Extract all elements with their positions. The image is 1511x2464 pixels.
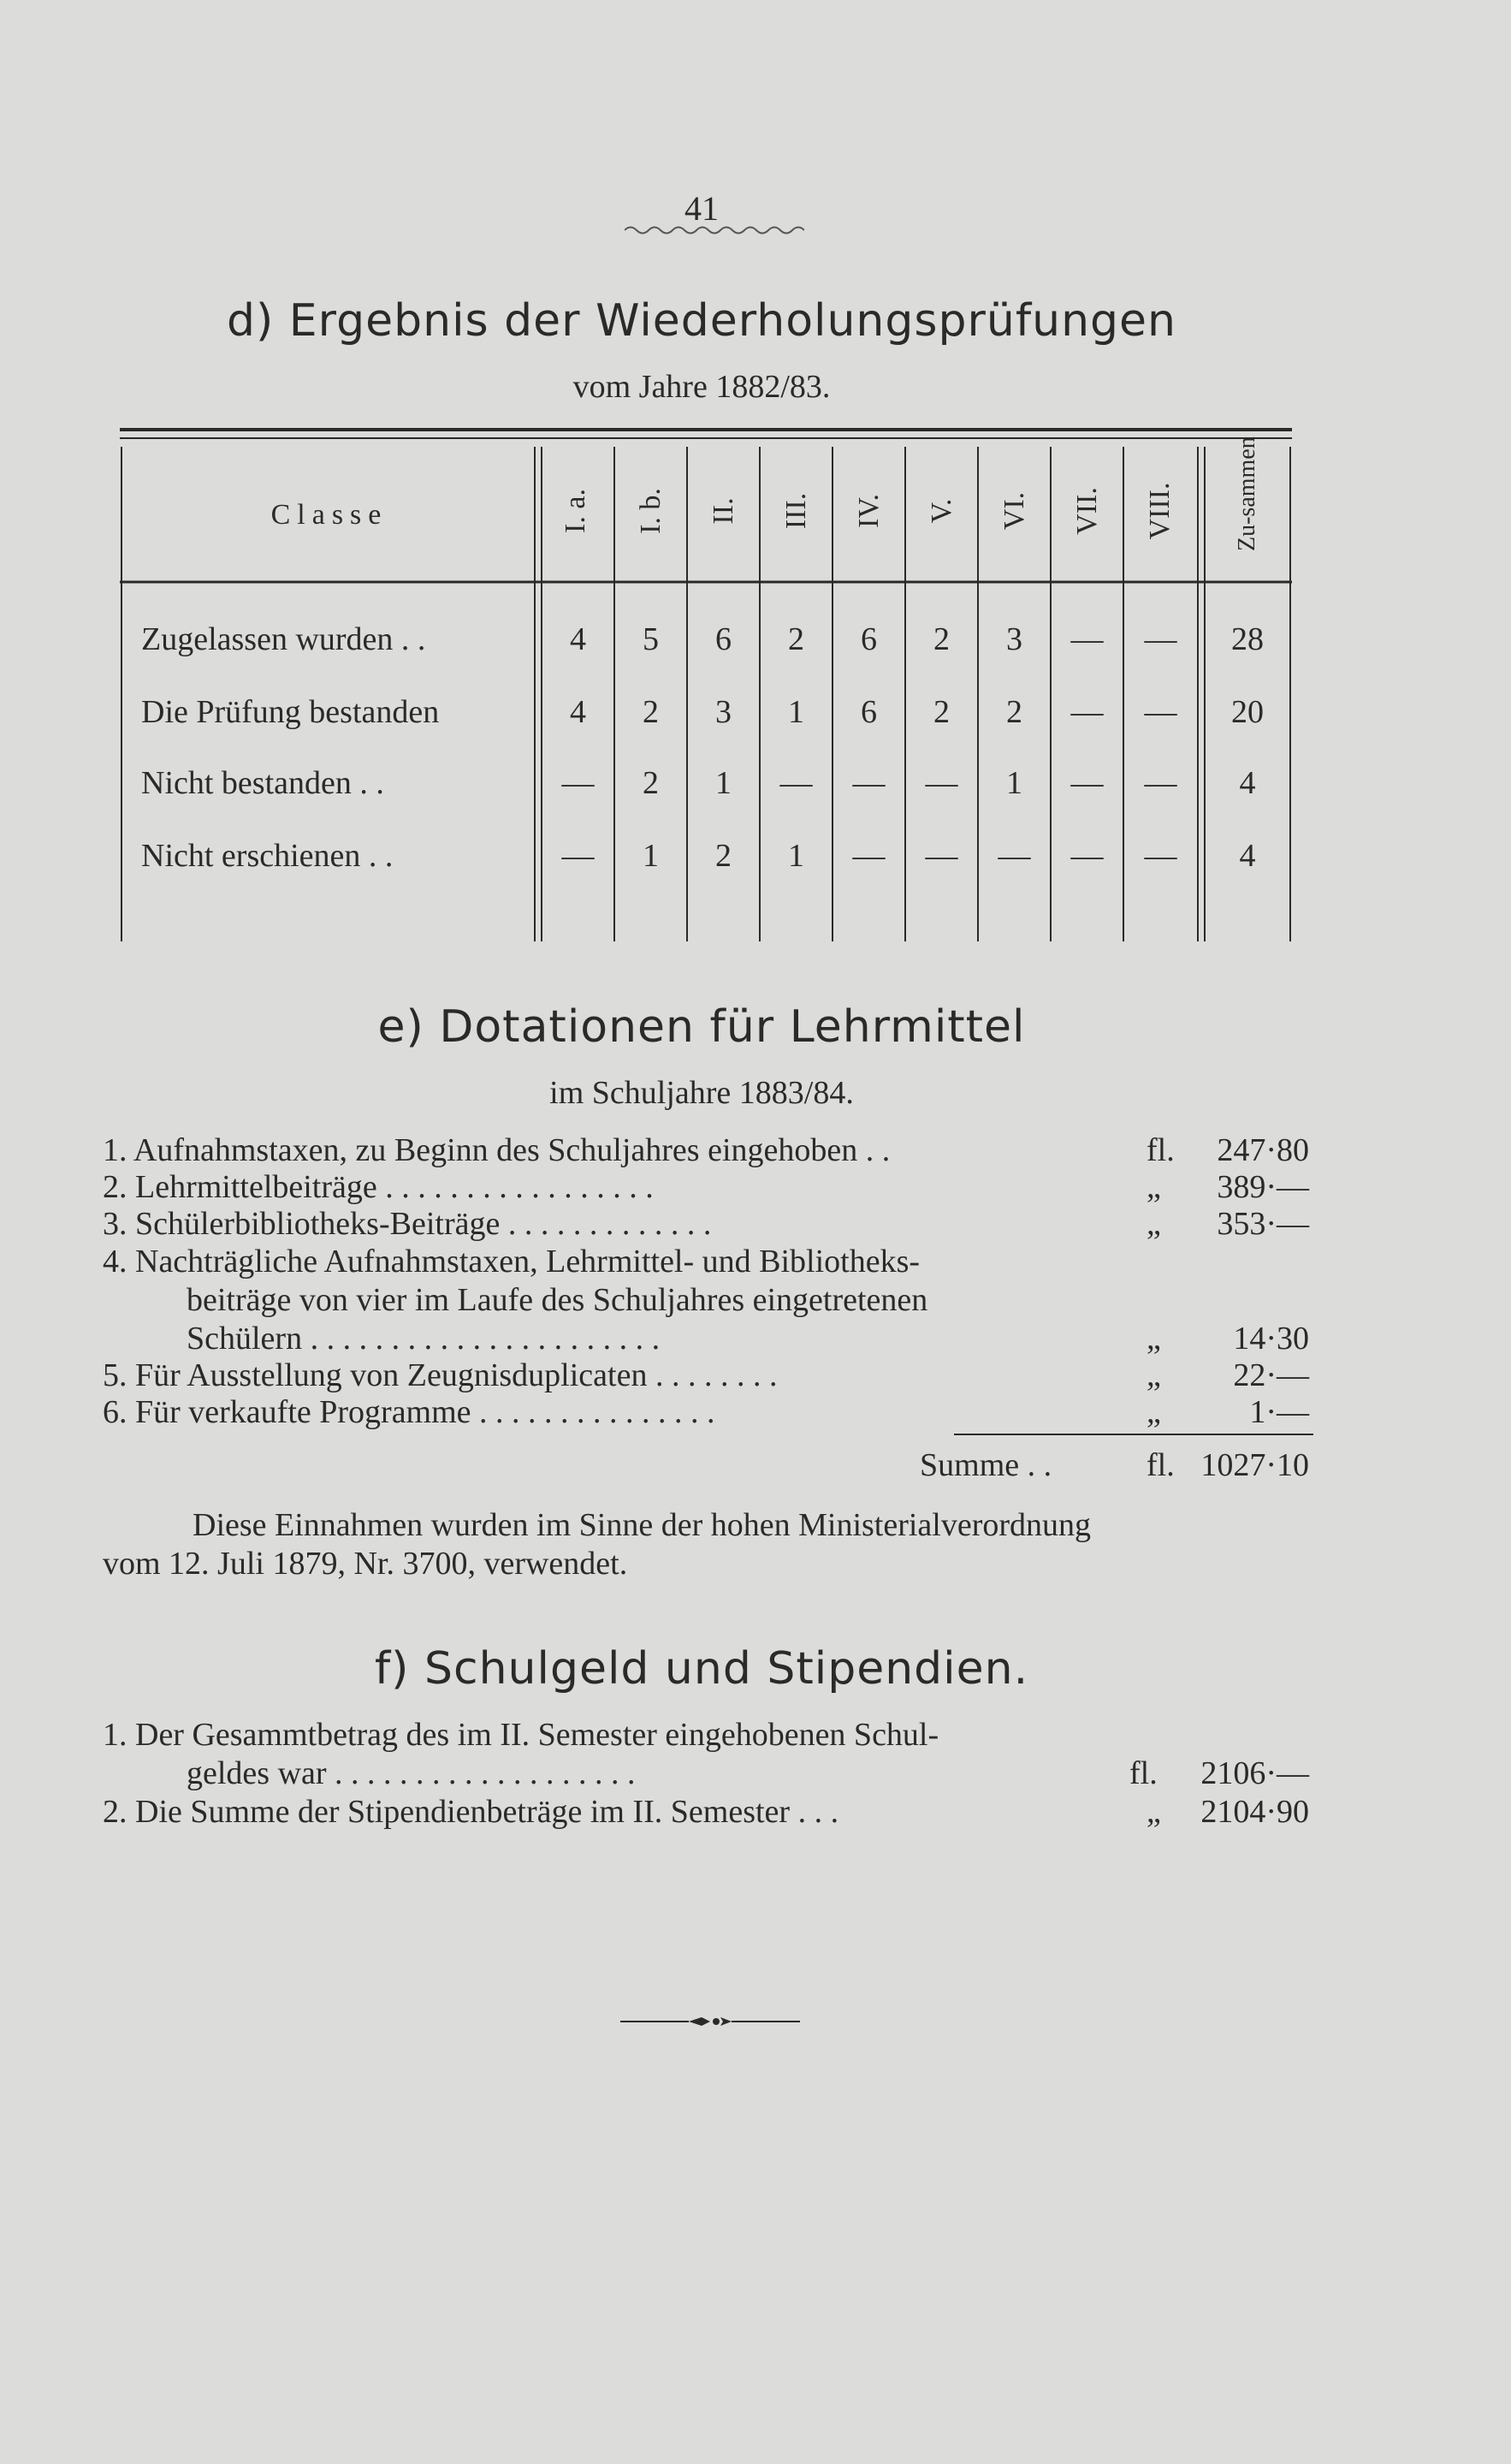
list-item: 1. Der Gesammtbetrag des im II. Semester eingehobenen Schul-: [103, 1717, 939, 1753]
col-header-viii: VIII.: [1144, 482, 1176, 540]
table-cell: 4: [570, 694, 586, 730]
table-cell-total: 28: [1231, 621, 1264, 657]
table-cell: —: [1144, 694, 1177, 730]
list-item-amount: 22·—: [1233, 1357, 1309, 1393]
total-unit: fl.: [1147, 1447, 1175, 1483]
corner-label: Classe: [270, 499, 388, 531]
col-header-vi: VI.: [998, 491, 1030, 531]
table-cell-total: 4: [1239, 765, 1256, 801]
note-line: vom 12. Juli 1879, Nr. 3700, verwendet.: [103, 1546, 628, 1582]
list-item: beiträge von vier im Laufe des Schuljahres eingetretenen: [187, 1282, 928, 1318]
list-item-amount: 14·30: [1233, 1321, 1309, 1357]
list-item-amount: 2106·—: [1200, 1755, 1309, 1791]
section-f-title: f) Schulgeld und Stipendien.: [374, 1643, 1029, 1695]
note-line: Diese Einnahmen wurden im Sinne der hohen Ministerialverordnung: [193, 1507, 1092, 1543]
list-item-unit: fl.: [1147, 1132, 1175, 1168]
table-cell: 1: [1006, 765, 1022, 801]
list-item-amount: 1·—: [1249, 1394, 1309, 1430]
table-cell: —: [1144, 621, 1177, 657]
list-item: 2. Die Summe der Stipendienbeträge im II. Semester . . .: [103, 1794, 839, 1830]
table-cell: —: [925, 765, 958, 801]
list-item-unit: „: [1147, 1394, 1161, 1430]
table-cell: 2: [715, 838, 732, 874]
list-item: 6. Für verkaufte Programme . . . . . . . . . . . . . . .: [103, 1394, 715, 1430]
row-label: Nicht bestanden . .: [141, 765, 384, 801]
list-item-unit: „: [1147, 1357, 1161, 1393]
table-cell: 2: [933, 694, 950, 730]
col-header-total: Zu-sammen: [1234, 436, 1260, 551]
closing-ornament-icon: [620, 2016, 800, 2028]
list-item: Schülern . . . . . . . . . . . . . . . . . . . . . .: [187, 1321, 661, 1357]
list-item-amount: 247·80: [1217, 1132, 1309, 1168]
list-item-amount: 389·—: [1217, 1169, 1309, 1205]
section-d-subtitle: vom Jahre 1882/83.: [572, 369, 831, 405]
table-cell: 1: [788, 694, 804, 730]
table-cell: 6: [715, 621, 732, 657]
col-header-vii: VII.: [1071, 487, 1103, 535]
table-cell: 1: [788, 838, 804, 874]
row-label: Zugelassen wurden . .: [141, 621, 426, 657]
list-item-amount: 2104·90: [1200, 1794, 1309, 1830]
row-label: Die Prüfung bestanden: [141, 694, 440, 730]
total-amount: 1027·10: [1200, 1447, 1309, 1483]
table-cell-total: 20: [1231, 694, 1264, 730]
table-cell: —: [852, 838, 886, 874]
table-cell: —: [1070, 694, 1104, 730]
list-item-unit: „: [1147, 1321, 1161, 1357]
table-cell: —: [561, 765, 595, 801]
table-cell: —: [1144, 765, 1177, 801]
table-cell: —: [1070, 838, 1104, 874]
table-cell: 3: [715, 694, 732, 730]
sum-rule: [954, 1434, 1313, 1435]
col-header-v: V.: [926, 498, 957, 524]
table-cell: —: [1144, 838, 1177, 874]
col-header-iv: IV.: [853, 494, 885, 528]
row-label: Nicht erschienen . .: [141, 838, 394, 874]
table-cell: —: [852, 765, 886, 801]
page-number: 41: [684, 189, 719, 228]
table-cell: 6: [861, 621, 877, 657]
table-cell: 1: [715, 765, 732, 801]
table-cell: 3: [1006, 621, 1022, 657]
col-header-ii: II.: [708, 497, 739, 525]
list-item-amount: 353·—: [1217, 1206, 1309, 1242]
list-item-unit: „: [1147, 1794, 1161, 1830]
section-e-subtitle: im Schuljahre 1883/84.: [549, 1075, 854, 1111]
table-cell: —: [561, 838, 595, 874]
table-cell: 6: [861, 694, 877, 730]
table-cell: —: [1070, 621, 1104, 657]
table-cell: 1: [643, 838, 659, 874]
list-item: 4. Nachträgliche Aufnahmstaxen, Lehrmittel- und Bibliotheks-: [103, 1244, 921, 1279]
table-cell: —: [925, 838, 958, 874]
col-header-ib: I. b.: [635, 488, 667, 534]
table-cell: 5: [643, 621, 659, 657]
table-cell-total: 4: [1239, 838, 1256, 874]
list-item-unit: fl.: [1129, 1755, 1158, 1791]
table-cell: 2: [643, 694, 659, 730]
section-e-title: e) Dotationen für Lehrmittel: [377, 1001, 1026, 1053]
table-cell: 4: [570, 621, 586, 657]
list-item: 3. Schülerbibliotheks-Beiträge . . . . . . . . . . . . .: [103, 1206, 712, 1242]
results-table: [120, 428, 1292, 941]
table-cell: 2: [933, 621, 950, 657]
total-label: Summe . .: [920, 1447, 1052, 1483]
table-cell: 2: [1006, 694, 1022, 730]
page-number-ornament: [625, 224, 804, 236]
list-item: 1. Aufnahmstaxen, zu Beginn des Schuljahres eingehoben . .: [103, 1132, 891, 1168]
list-item: 2. Lehrmittelbeiträge . . . . . . . . . . . . . . . . .: [103, 1169, 654, 1205]
section-d-title: d) Ergebnis der Wiederholungsprüfungen: [226, 295, 1177, 347]
list-item: geldes war . . . . . . . . . . . . . . . . . . .: [187, 1755, 636, 1791]
col-header-iii: III.: [780, 492, 812, 530]
table-cell: —: [1070, 765, 1104, 801]
list-item-unit: „: [1147, 1169, 1161, 1205]
table-cell: 2: [643, 765, 659, 801]
table-cell: —: [779, 765, 813, 801]
list-item-unit: „: [1147, 1206, 1161, 1242]
list-item: 5. Für Ausstellung von Zeugnisduplicaten . . . . . . . .: [103, 1357, 778, 1393]
table-cell: —: [998, 838, 1031, 874]
table-cell: 2: [788, 621, 804, 657]
col-header-ia: I. a.: [560, 489, 591, 533]
